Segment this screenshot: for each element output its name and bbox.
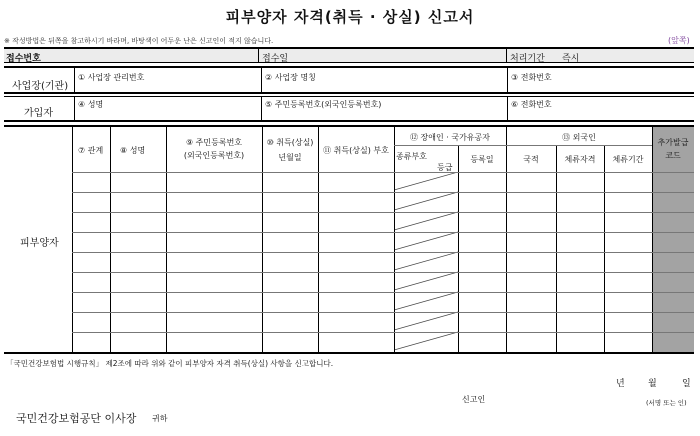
subscriber-phone-field[interactable]: ⑥ 전화번호	[511, 100, 552, 109]
table-row[interactable]	[72, 292, 694, 293]
processing-period-label: 처리기간	[510, 54, 545, 64]
subscriber-label: 가입자	[24, 108, 53, 119]
date-month[interactable]: 월	[648, 379, 657, 389]
col-type-code: 종류부호	[396, 152, 427, 161]
signature-label[interactable]: (서명 또는 인)	[646, 399, 687, 407]
col-disabled: ⑫ 장애인 · 국가유공자	[410, 133, 490, 142]
col-stay: 체류기간	[612, 155, 644, 164]
col-extra-code-sub: 코드	[665, 151, 681, 160]
col-rrn-sub: (외국인등록번호)	[183, 151, 245, 160]
workplace-name-field[interactable]: ② 사업장 명칭	[265, 73, 316, 82]
table-row[interactable]	[72, 192, 694, 193]
col-rrn: ⑨ 주민등록번호	[185, 138, 243, 147]
reporter-label: 신고인	[462, 395, 486, 404]
table-row[interactable]	[72, 212, 694, 213]
col-nationality: 국적	[523, 155, 539, 164]
receipt-date-label: 접수일	[262, 54, 289, 64]
col-name: ⑧ 성명	[120, 146, 146, 155]
receipt-row-bg	[4, 48, 694, 62]
page-side-label: (앞쪽)	[668, 36, 690, 45]
hatched-grade-cells	[394, 172, 458, 352]
form-title: 피부양자 자격(취득 · 상실) 신고서	[225, 8, 475, 26]
table-row[interactable]	[72, 232, 694, 233]
table-row[interactable]	[72, 332, 694, 333]
table-row[interactable]	[72, 312, 694, 313]
instruction-note: ※ 작성방법은 뒤쪽을 참고하시기 바라며, 바탕색이 어두운 난은 신고인이 적지 않습니다.	[4, 37, 274, 45]
col-code: ⑪ 취득(상실) 부호	[323, 146, 389, 155]
date-day[interactable]: 일	[682, 379, 691, 389]
workplace-label: 사업장(기관)	[12, 81, 69, 92]
date-year[interactable]: 년	[616, 379, 625, 389]
workplace-id-field[interactable]: ① 사업장 관리번호	[78, 73, 145, 82]
col-date: ⑩ 취득(상실)	[266, 138, 314, 147]
table-row[interactable]	[72, 172, 694, 173]
subscriber-rrn-field[interactable]: ⑤ 주민등록번호(외국인등록번호)	[265, 100, 382, 109]
col-relation: ⑦ 관계	[78, 146, 104, 155]
col-foreigner: ⑬ 외국인	[562, 133, 596, 142]
recipient-suffix: 귀하	[152, 414, 168, 423]
col-reg-date: 등록일	[470, 155, 494, 164]
dependent-label: 피부양자	[20, 238, 59, 249]
col-date-sub: 년월일	[278, 153, 302, 162]
table-row[interactable]	[72, 252, 694, 253]
subscriber-name-field[interactable]: ④ 성명	[78, 100, 104, 109]
receipt-number-label: 접수번호	[6, 54, 41, 64]
recipient-name: 국민건강보험공단 이사장	[16, 412, 137, 425]
declaration-statement: 「국민건강보험법 시행규칙」 제2조에 따라 위와 같이 피부양자 자격 취득(상실) 사항을 신고합니다.	[6, 359, 334, 368]
col-grade: 등급	[437, 163, 453, 172]
col-extra-code: 추가발급	[657, 138, 689, 147]
workplace-phone-field[interactable]: ③ 전화번호	[511, 73, 552, 82]
col-visa: 체류자격	[564, 155, 596, 164]
table-row[interactable]	[72, 272, 694, 273]
processing-period-value: 즉시	[562, 54, 580, 64]
